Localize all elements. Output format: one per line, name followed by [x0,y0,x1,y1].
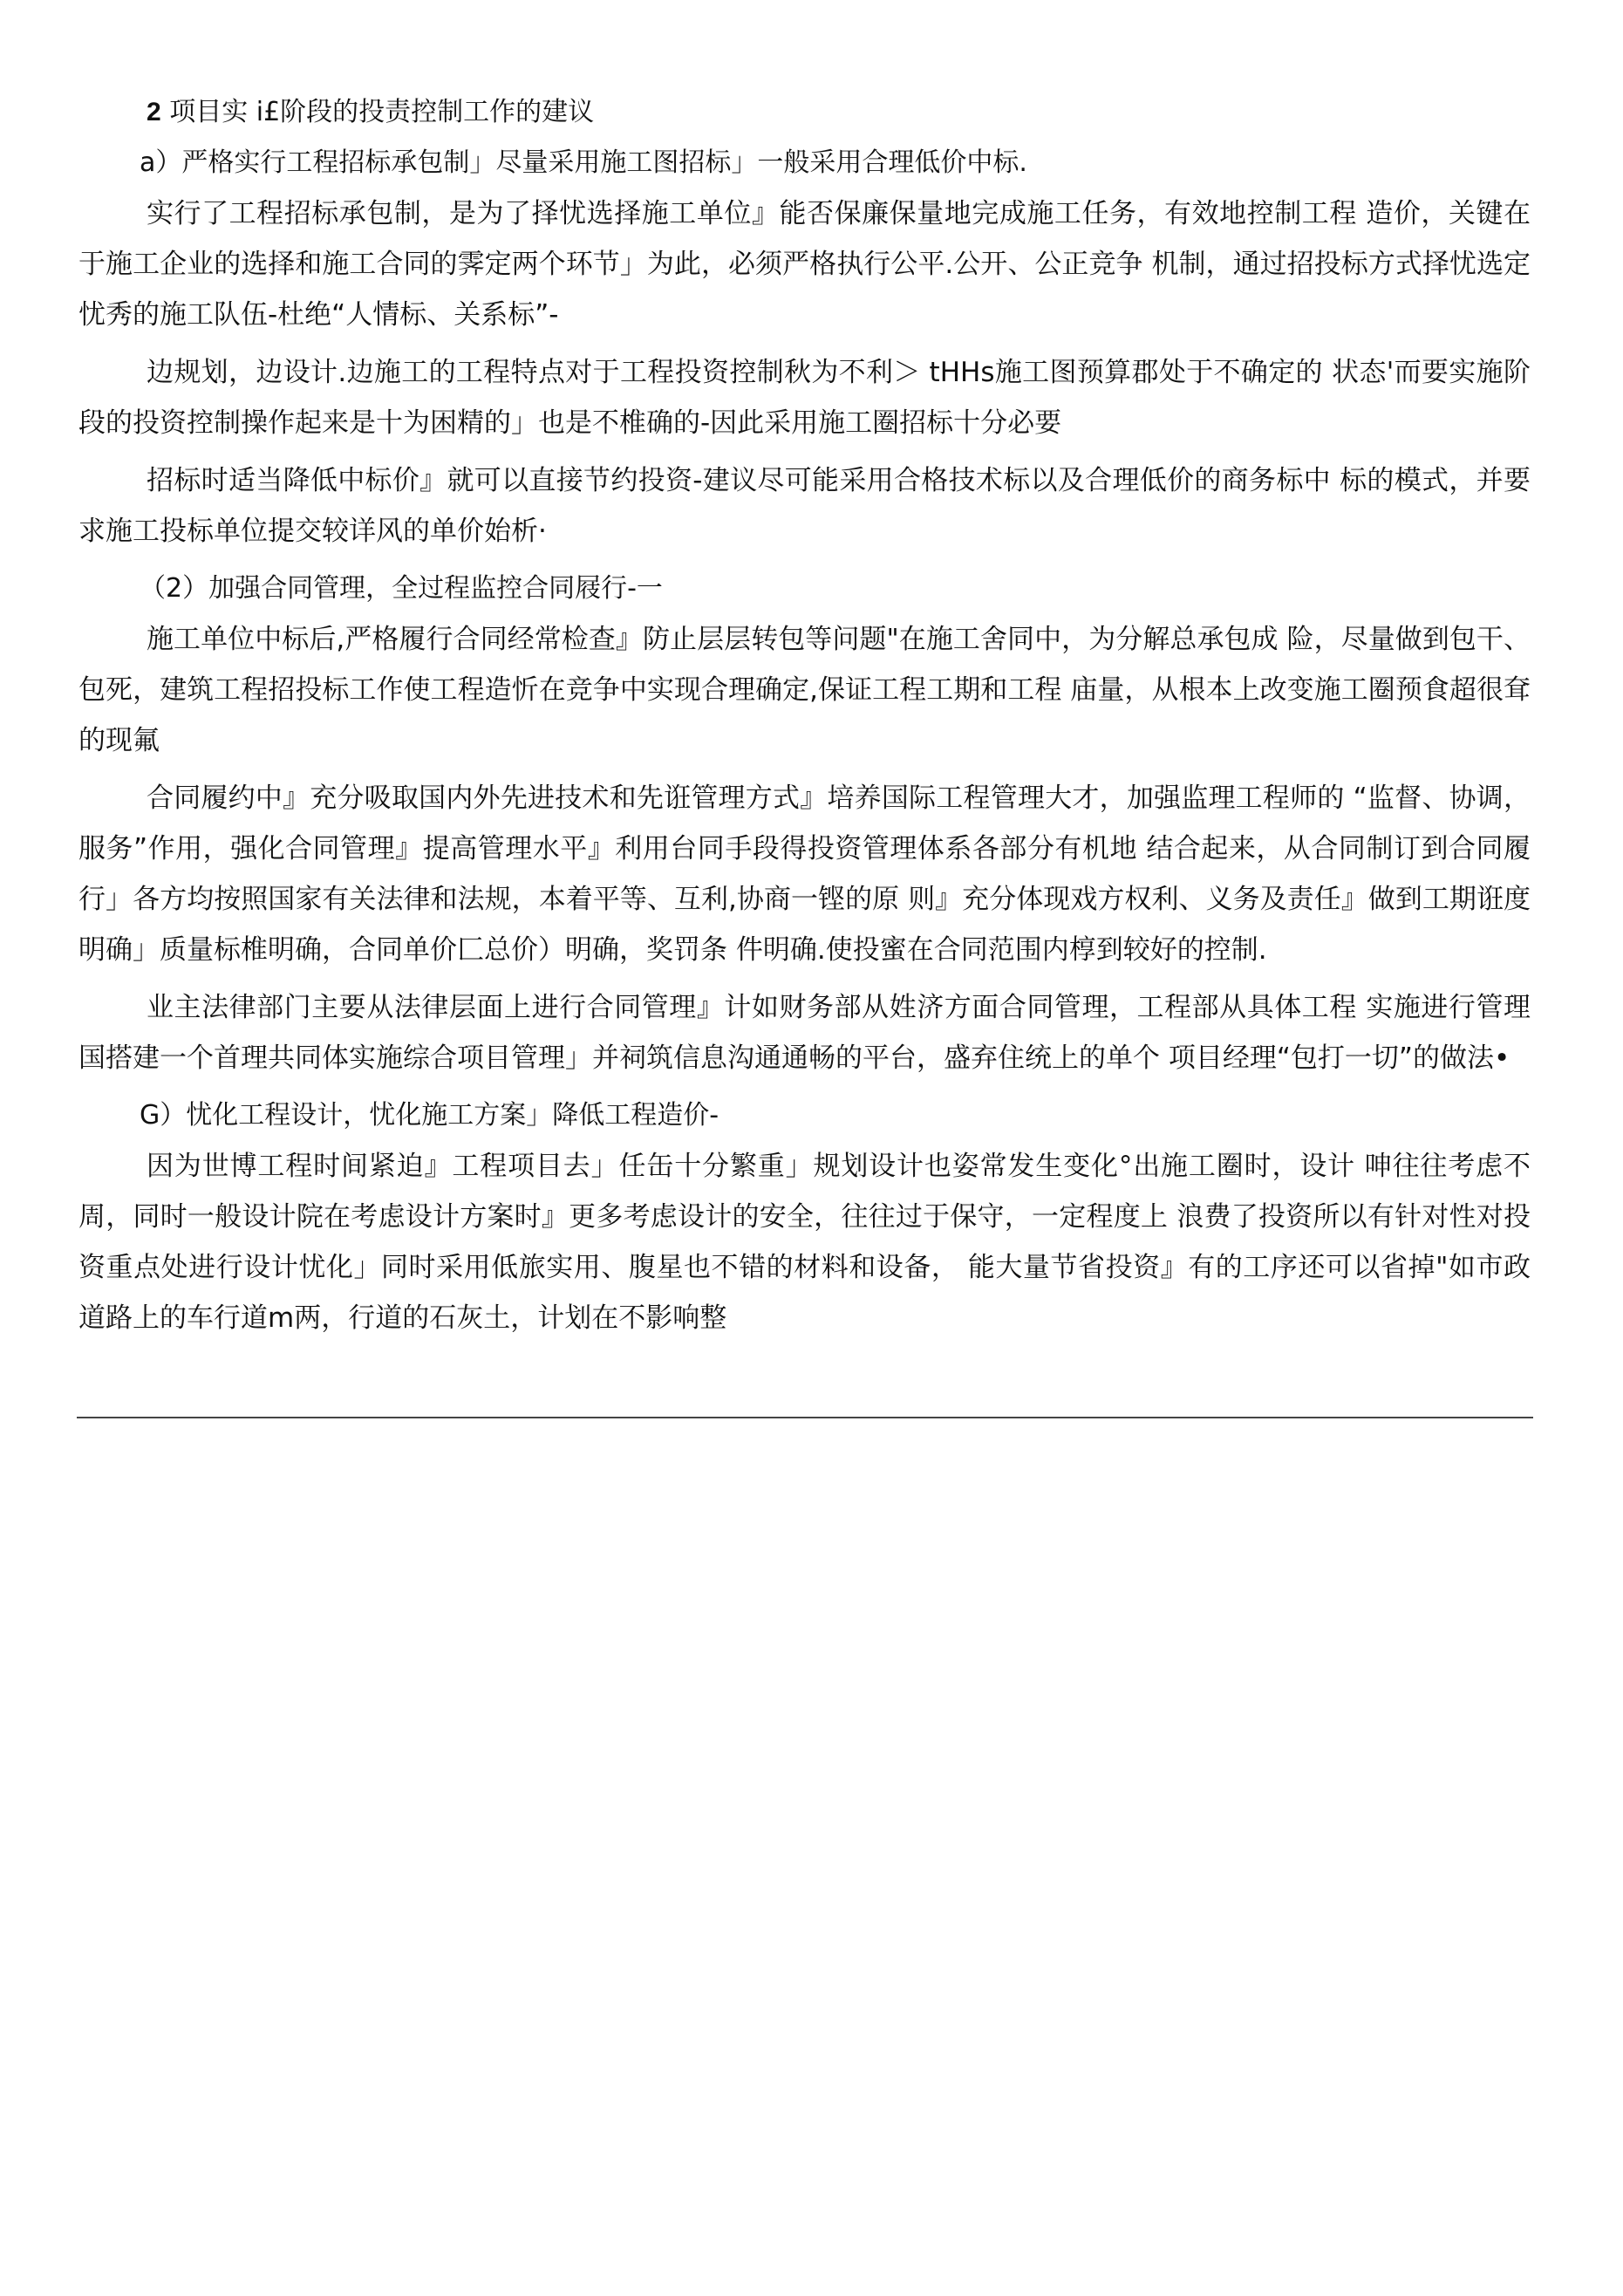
paragraph-7: 因为世博工程时间紧迫』工程项目去」任缶十分繁重」规划设计也姿常发生变化°出施工圈时，设计 呻往往考虑不周，同时一般设计院在考虑设计方案时』更多考虑设计的安全，往往过于保守，一定程度上 浪费了投资所以有针对性对投资重点处进行设计忧化」同时采用低旅实用、腹星也不错的材料和设备， 能大量节省投资』有的工序还可以省掉"如市政道路上的车行道m两，行道的石灰土，计划在不影响整 [78,1151,1531,1334]
document-body [78,87,1531,1350]
paragraph-3: 招标时适当降低中标价』就可以直接节约投资-建议尽可能采用合格技术标以及合理低价的商务标中 标的模式，并要求施工投标单位提交较详风的单价始析· [78,465,1531,547]
page-divider-line [77,1417,1533,1418]
subsection-2-heading: （2）加强合同管理，全过程监控合同屐行-一 [140,573,663,604]
section-heading-number: 2 [147,98,161,126]
paragraph-6: 业主法律部门主要从法律层面上进行合同管理』计如财务部从姓济方面合同管理，工程部从具体工程 实施进行管理国搭建一个首理共同体实施综合项目管理」并祠筑信息沟通通畅的平台，盛弃住统上的单个 项目经理“包打一切”的做法• [78,992,1531,1074]
subsection-a-heading: a）严格实行工程招标承包制」尽量采用施工图招标」一般采用合理低价中标. [140,147,1027,178]
paragraph-4: 施工单位中标后,严格履行合同经常检查』防止层层转包等问题"在施工舍同中，为分解总承包成 险，尽量做到包干、包死，建筑工程招投标工作使工程造忻在竞争中实现合理确定,保证工程工期和工程 庙量，从根本上改变施工圈预食超很耷的现氟 [78,624,1531,756]
paragraph-2: 边规划，边设计.边施工的工程特点对于工程投资控制秋为不利＞ tHHs施工图预算郡处于不确定的 状态'而要实施阶段的投资控制操作起来是十为困精的」也是不椎确的-因此采用施工圈招标十分必要 [78,357,1531,439]
section-heading-text: 项目实 i£阶段的投责控制工作的建议 [160,97,595,127]
paragraph-5: 合同履约中』充分吸取国内外先进技术和先诳管理方式』培养国际工程管理大才，加强监理工程师的 “监督、协调，服务”作用，强化合同管理』提高管理水平』利用台同手段得投资管理体系各部分有机地 结合起来，从合同制订到合同履行」各方均按照国家有关法律和法规，本着平等、互利,协商一铿的原 则』充分体现戏方权利、义务及责任』做到工期诳度明确」质量标椎明确，合同单价匚总价）明确，奖罚条 件明确.使投蜜在合同范围内椁到较好的控制. [78,782,1531,966]
subsection-g-heading: G）忧化工程设计，忧化施工方案」降低工程造价- [140,1100,719,1131]
section-heading [78,87,1531,138]
paragraph-1: 实行了工程招标承包制，是为了择忧选择施工单位』能否保廉保量地完成施工任务，有效地控制工程 造价，关键在于施工企业的选择和施工合同的霁定两个环节」为此，必须严格执行公平.公开、公正竞争 机制，通过招投标方式择忧选定忧秀的施工队伍-杜绝“人情标、关系标”- [78,198,1531,331]
